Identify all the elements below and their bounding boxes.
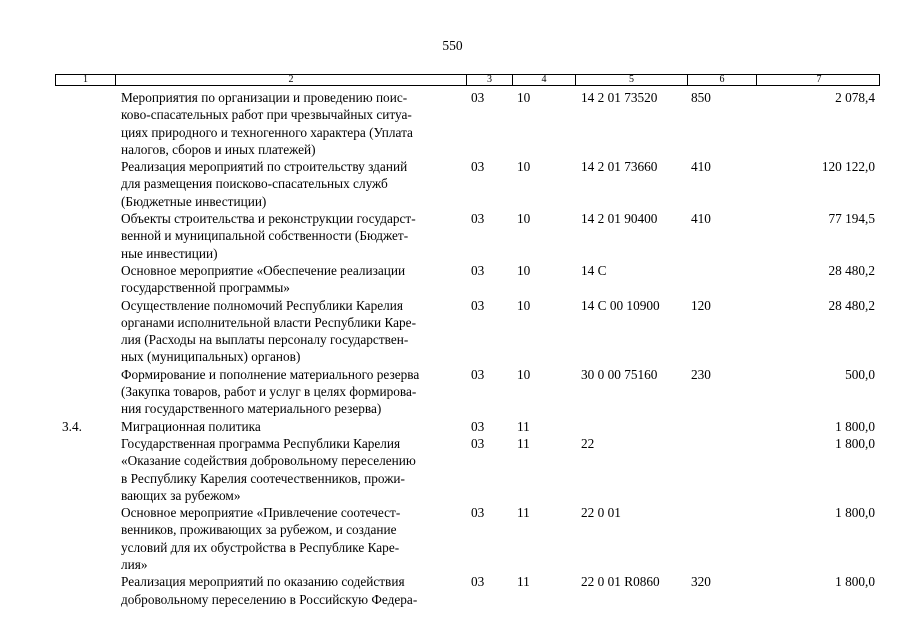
row-amount: 28 480,2 [828, 297, 875, 313]
row-section-code: 03 [471, 418, 485, 434]
description-line: добровольному переселению в Российскую Федера- [121, 591, 418, 607]
row-target-article-code: 14 С 00 10900 [581, 297, 660, 313]
row-subsection-code: 11 [517, 435, 530, 451]
row-expense-type-code: 320 [691, 574, 711, 590]
row-expense-type-code: 410 [691, 159, 711, 175]
row-subsection-code: 10 [517, 159, 531, 175]
row-description [121, 262, 466, 297]
row-target-article-code: 14 С [581, 262, 607, 278]
column-number-header [55, 74, 880, 86]
description-line: Реализация мероприятий по оказанию содействия [121, 574, 405, 590]
header-col-4: 4 [513, 75, 576, 85]
description-line: налогов, сборов и иных платежей) [121, 141, 316, 157]
row-subsection-code: 11 [517, 418, 530, 434]
row-amount: 2 078,4 [835, 90, 875, 105]
row-description [121, 89, 466, 158]
table-row [0, 366, 905, 418]
row-description [121, 418, 466, 435]
description-line: государственной программы» [121, 280, 290, 296]
description-line: ных (муниципальных) органов) [121, 349, 301, 365]
row-amount: 1 800,0 [835, 435, 875, 451]
description-line: циях природного и техногенного характера (Уплата [121, 124, 413, 140]
header-col-7: 7 [816, 74, 822, 85]
table-row [0, 573, 905, 608]
table-row [0, 262, 905, 297]
header-col-5: 5 [576, 75, 688, 85]
row-amount: 1 800,0 [835, 418, 875, 434]
description-line: венной и муниципальной собственности (Бюджет- [121, 228, 409, 244]
description-line: ково-спасательных работ при чрезвычайных ситуа- [121, 107, 412, 123]
description-line: Основное мероприятие «Обеспечение реализации [121, 262, 406, 278]
table-row [0, 158, 905, 210]
row-amount: 77 194,5 [828, 211, 875, 227]
page-number: 550 [442, 38, 463, 53]
row-target-article-code: 30 0 00 75160 [581, 366, 658, 382]
header-col-2: 2 [116, 75, 467, 85]
description-line: лия (Расходы на выплаты персоналу государствен- [121, 332, 409, 348]
row-expense-type-code: 120 [691, 297, 711, 313]
row-target-article-code: 22 [581, 435, 595, 451]
row-target-article-code: 14 2 01 73660 [581, 159, 658, 175]
description-line: ния государственного материального резерва) [121, 401, 382, 417]
row-description [121, 158, 466, 210]
row-section-code: 03 [471, 574, 485, 590]
description-line: вающих за рубежом» [121, 487, 241, 503]
table-row [0, 297, 905, 366]
row-subsection-code: 11 [517, 505, 530, 521]
row-subsection-code: 10 [517, 366, 531, 382]
table-row [0, 418, 905, 435]
description-line: Объекты строительства и реконструкции государст- [121, 211, 416, 227]
row-subsection-code: 10 [517, 262, 531, 278]
row-subsection-code: 10 [517, 90, 531, 105]
row-section-code: 03 [471, 262, 485, 278]
row-subsection-code: 10 [517, 297, 531, 313]
header-col-1: 1 [56, 75, 116, 85]
row-target-article-code: 14 2 01 73520 [581, 90, 658, 105]
description-line: (Закупка товаров, работ и услуг в целях формирова- [121, 384, 417, 400]
description-line: Осуществление полномочий Республики Карелия [121, 297, 404, 313]
row-subsection-code: 10 [517, 211, 531, 227]
header-col-6: 6 [688, 75, 757, 85]
row-number: 3.4. [62, 418, 82, 434]
row-description [121, 504, 466, 573]
budget-table-body [0, 89, 905, 608]
row-amount: 28 480,2 [828, 262, 875, 278]
table-row [0, 210, 905, 262]
row-amount: 120 122,0 [821, 159, 875, 175]
row-target-article-code: 14 2 01 90400 [581, 211, 658, 227]
header-col-3: 3 [467, 75, 513, 85]
description-line: для размещения поисково-спасательных служб [121, 176, 388, 192]
row-section-code: 03 [471, 435, 485, 451]
row-description [121, 435, 466, 504]
row-section-code: 03 [471, 211, 485, 227]
row-section-code: 03 [471, 159, 485, 175]
row-expense-type-code: 230 [691, 366, 711, 382]
description-line: органами исполнительной власти Республики Каре- [121, 314, 417, 330]
row-description [121, 366, 466, 418]
row-target-article-code: 22 0 01 [581, 505, 621, 521]
description-line: лия» [121, 557, 148, 573]
description-line: венников, проживающих за рубежом, и создание [121, 522, 397, 538]
description-line: Миграционная политика [121, 418, 261, 434]
row-description [121, 210, 466, 262]
row-section-code: 03 [471, 505, 485, 521]
row-target-article-code: 22 0 01 R0860 [581, 574, 660, 590]
description-line: Формирование и пополнение материального резерва [121, 366, 420, 382]
table-row [0, 89, 905, 158]
row-section-code: 03 [471, 297, 485, 313]
table-row [0, 435, 905, 504]
row-section-code: 03 [471, 90, 485, 105]
table-row [0, 504, 905, 573]
row-expense-type-code: 850 [691, 90, 711, 105]
row-expense-type-code: 410 [691, 211, 711, 227]
description-line: Основное мероприятие «Привлечение соотечест- [121, 505, 401, 521]
description-line: условий для их обустройства в Республике Каре- [121, 539, 400, 555]
row-amount: 1 800,0 [835, 505, 875, 521]
description-line: (Бюджетные инвестиции) [121, 193, 267, 209]
description-line: Мероприятия по организации и проведению поис- [121, 90, 408, 105]
row-section-code: 03 [471, 366, 485, 382]
row-amount: 1 800,0 [835, 574, 875, 590]
description-line: в Республику Карелия соотечественников, прожи- [121, 470, 405, 486]
row-description [121, 573, 466, 608]
description-line: ные инвестиции) [121, 245, 218, 261]
description-line: «Оказание содействия добровольному переселению [121, 453, 416, 469]
description-line: Государственная программа Республики Карелия [121, 435, 401, 451]
row-subsection-code: 11 [517, 574, 530, 590]
description-line: Реализация мероприятий по строительству зданий [121, 159, 408, 175]
row-amount: 500,0 [845, 366, 875, 382]
row-description [121, 297, 466, 366]
